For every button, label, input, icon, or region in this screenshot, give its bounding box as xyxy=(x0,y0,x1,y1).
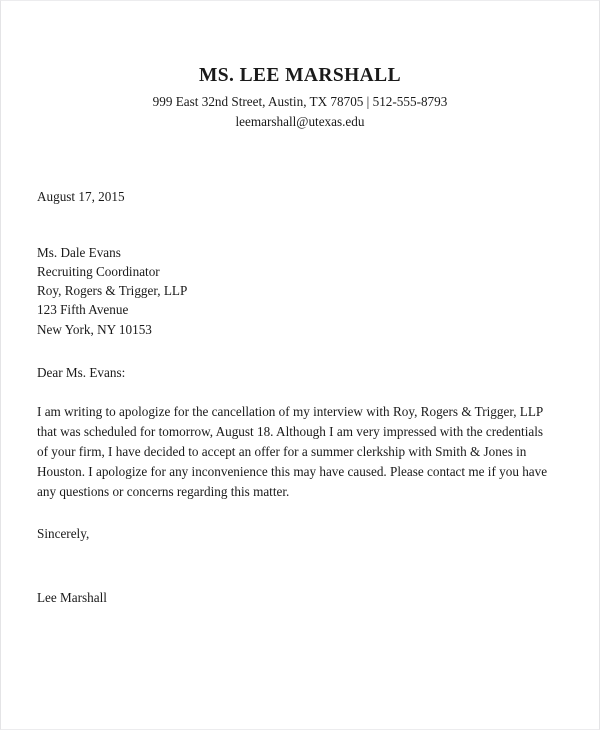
recipient-company: Roy, Rogers & Trigger, LLP xyxy=(37,283,188,299)
letter-signature: Lee Marshall xyxy=(37,590,107,606)
recipient-name: Ms. Dale Evans xyxy=(37,244,121,260)
sender-name: MS. LEE MARSHALL xyxy=(199,65,401,86)
recipient-address-block xyxy=(31,205,569,339)
letter-body-paragraph: I am writing to apologize for the cancellation of my interview with Roy, Rogers & Trigger, LLP that was scheduled for tomorrow, August 18. Although I am very impressed with the credentials of your firm, I have decided to accept an offer for a summer clerkship with Smith & Jones in Houston. I apologize for any inconvenience this may have caused. Please contact me if you have any questions or concerns regarding this matter. xyxy=(37,403,548,500)
letter-date: August 17, 2015 xyxy=(37,188,125,204)
letter-closing: Sincerely, xyxy=(37,526,90,542)
recipient-city-state-zip: New York, NY 10153 xyxy=(37,321,152,337)
sender-address-phone: 999 East 32nd Street, Austin, TX 78705 | 512-555-8793 xyxy=(152,94,448,110)
letter-content xyxy=(1,1,599,729)
sender-email: leemarshall@utexas.edu xyxy=(235,113,365,129)
letterhead xyxy=(31,1,569,131)
letter-salutation: Dear Ms. Evans: xyxy=(37,364,126,380)
recipient-street: 123 Fifth Avenue xyxy=(37,302,129,318)
recipient-title: Recruiting Coordinator xyxy=(37,263,160,279)
